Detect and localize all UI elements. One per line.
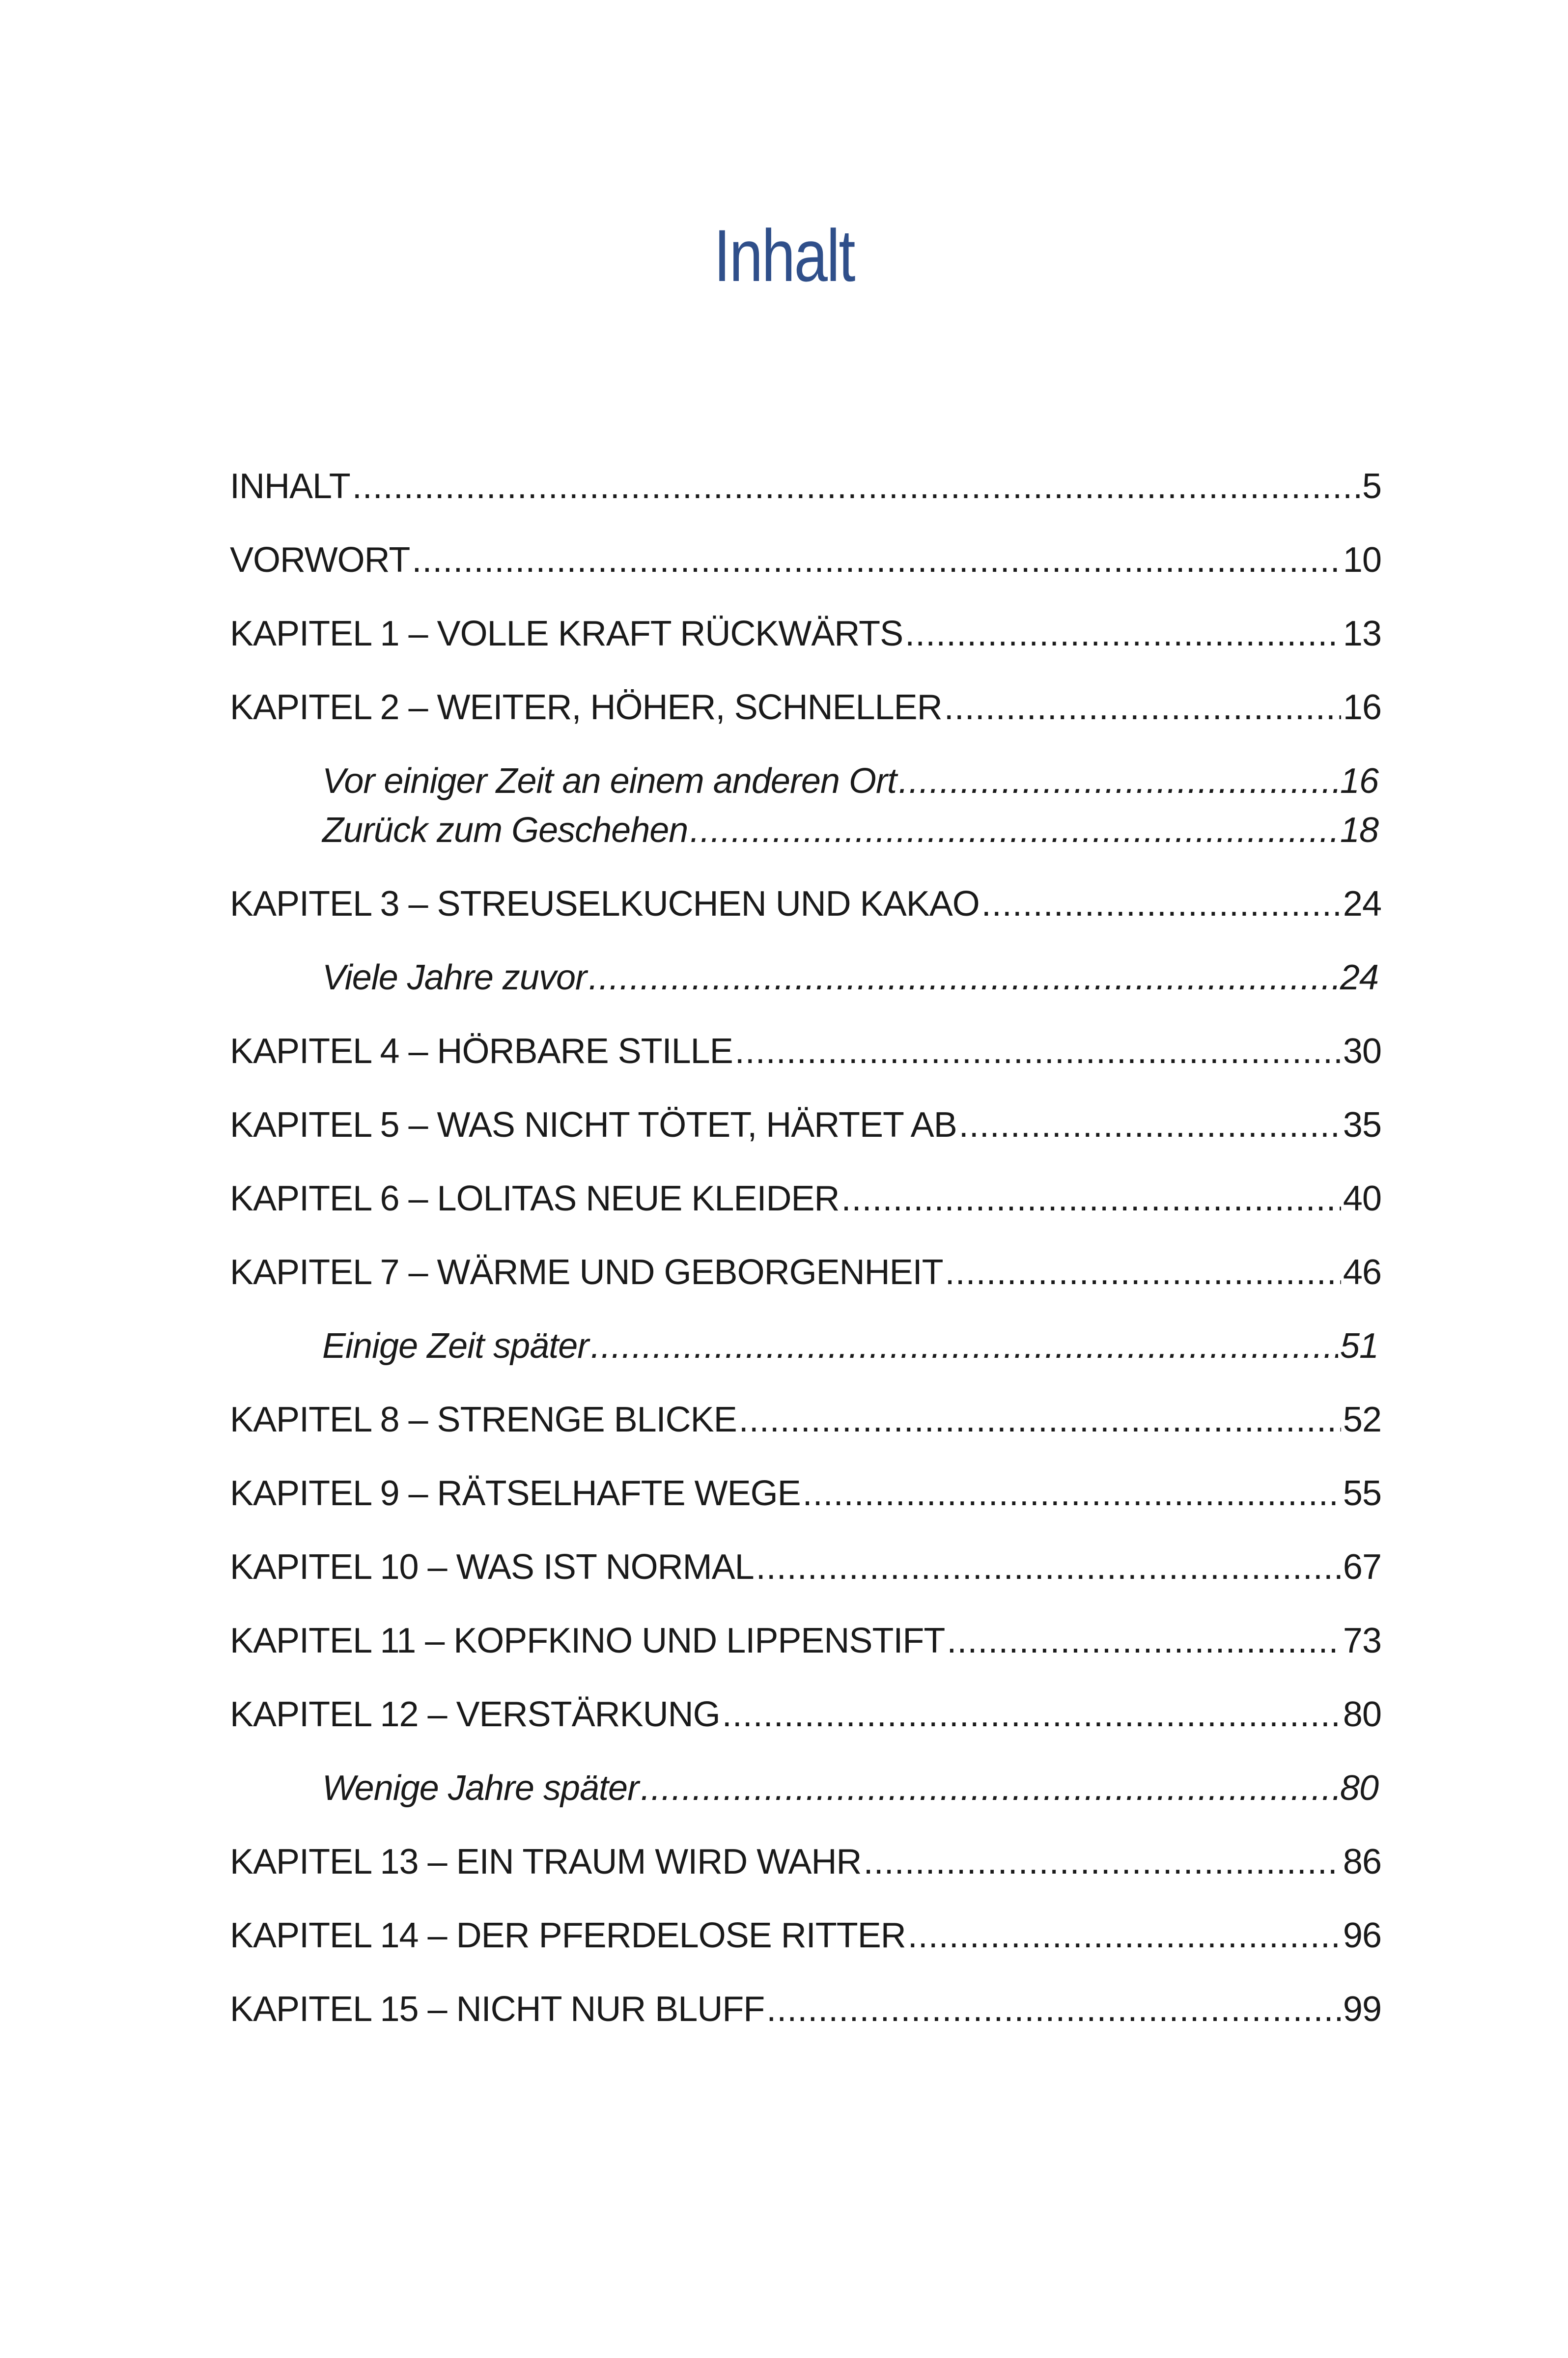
toc-entry-label: KAPITEL 6 – LOLITAS NEUE KLEIDER [230, 1179, 840, 1218]
dot-leader [945, 1248, 1341, 1297]
dot-leader [588, 953, 1338, 1002]
toc-entry-page: 18 [1340, 811, 1378, 850]
toc-entry-label: KAPITEL 8 – STRENGE BLICKE [230, 1400, 737, 1439]
toc-entry-page: 67 [1343, 1547, 1381, 1587]
toc-entry-page: 24 [1340, 958, 1378, 997]
toc-entry[interactable] [230, 1616, 1381, 1665]
toc-entry-label: KAPITEL 10 – WAS IST NORMAL [230, 1547, 754, 1587]
dot-leader [841, 1174, 1341, 1223]
toc-entry-page: 13 [1343, 614, 1381, 653]
toc-entry-label: KAPITEL 11 – KOPFKINO UND LIPPENSTIFT [230, 1621, 945, 1660]
toc-entry-page: 99 [1343, 1990, 1381, 2029]
toc-entry-page: 80 [1340, 1768, 1378, 1808]
dot-leader [739, 1395, 1341, 1444]
toc-entry-page: 73 [1343, 1621, 1381, 1660]
toc-entry[interactable] [230, 1027, 1381, 1076]
toc-entry-page: 16 [1340, 761, 1378, 801]
toc-entry[interactable] [230, 1690, 1381, 1739]
toc-entry-label: KAPITEL 2 – WEITER, HÖHER, SCHNELLER [230, 688, 942, 727]
toc-entry-label: KAPITEL 14 – DER PFERDELOSE RITTER [230, 1916, 906, 1955]
toc-entry-label: KAPITEL 1 – VOLLE KRAFT RÜCKWÄRTS [230, 614, 903, 653]
toc-entry-label: KAPITEL 3 – STREUSELKUCHEN UND KAKAO [230, 884, 980, 924]
toc-entry[interactable] [230, 879, 1381, 928]
toc-entry[interactable] [230, 1174, 1381, 1223]
toc-entry[interactable] [230, 1911, 1381, 1960]
dot-leader [898, 757, 1338, 806]
toc-entry[interactable] [230, 683, 1381, 732]
toc-entry-page: 24 [1343, 884, 1381, 924]
toc-entry-page: 30 [1343, 1032, 1381, 1071]
dot-leader [690, 806, 1338, 855]
page-title: Inhalt [713, 214, 855, 297]
dot-leader [641, 1764, 1338, 1813]
toc-subentry[interactable] [322, 806, 1378, 855]
toc-entry-page: 35 [1343, 1105, 1381, 1145]
toc-entry-page: 5 [1362, 467, 1381, 506]
toc-entry-label: Einige Zeit später [322, 1326, 589, 1366]
toc-entry-page: 10 [1343, 540, 1381, 580]
dot-leader [735, 1027, 1341, 1076]
toc-entry-page: 86 [1343, 1842, 1381, 1881]
toc-entry-label: Viele Jahre zuvor [322, 958, 587, 997]
toc-entry-label: KAPITEL 4 – HÖRBARE STILLE [230, 1032, 733, 1071]
toc-entry[interactable] [230, 462, 1381, 511]
dot-leader [756, 1543, 1341, 1592]
toc-entry-page: 16 [1343, 688, 1381, 727]
toc-subentry[interactable] [322, 1321, 1378, 1371]
toc-entry-page: 80 [1343, 1695, 1381, 1734]
toc-entry-label: VORWORT [230, 540, 410, 580]
dot-leader [947, 1616, 1341, 1665]
toc-entry[interactable] [230, 1837, 1381, 1886]
toc-entry[interactable] [230, 1248, 1381, 1297]
toc-entry-label: Wenige Jahre später [322, 1768, 639, 1808]
dot-leader [905, 609, 1341, 658]
toc-entry-label: Zurück zum Geschehen [322, 811, 688, 850]
toc-entry[interactable] [230, 1469, 1381, 1518]
toc-entry[interactable] [230, 535, 1381, 585]
toc-subentry[interactable] [322, 953, 1378, 1002]
dot-leader [908, 1911, 1341, 1960]
toc-entry-page: 51 [1340, 1326, 1378, 1366]
toc-entry-label: KAPITEL 7 – WÄRME UND GEBORGENHEIT [230, 1253, 943, 1292]
toc-entry-page: 40 [1343, 1179, 1381, 1218]
toc-entry[interactable] [230, 609, 1381, 658]
toc-entry[interactable] [230, 1100, 1381, 1150]
dot-leader [803, 1469, 1341, 1518]
toc-entry-label: Vor einiger Zeit an einem anderen Ort [322, 761, 896, 801]
dot-leader [766, 1985, 1341, 2034]
dot-leader [981, 879, 1341, 928]
toc-entry-page: 55 [1343, 1474, 1381, 1513]
toc-entry-label: KAPITEL 5 – WAS NICHT TÖTET, HÄRTET AB [230, 1105, 957, 1145]
dot-leader [959, 1100, 1341, 1150]
toc-entry-page: 52 [1343, 1400, 1381, 1439]
toc-entry-page: 46 [1343, 1253, 1381, 1292]
toc-subentry[interactable] [322, 757, 1378, 806]
toc-entry-label: KAPITEL 15 – NICHT NUR BLUFF [230, 1990, 765, 2029]
toc-entry-label: KAPITEL 12 – VERSTÄRKUNG [230, 1695, 720, 1734]
toc-entry[interactable] [230, 1985, 1381, 2034]
dot-leader [590, 1321, 1338, 1371]
toc-entry-label: KAPITEL 13 – EIN TRAUM WIRD WAHR [230, 1842, 862, 1881]
toc-entry[interactable] [230, 1395, 1381, 1444]
dot-leader [412, 535, 1341, 585]
dot-leader [352, 462, 1360, 511]
toc-entry[interactable] [230, 1543, 1381, 1592]
toc-entry-label: KAPITEL 9 – RÄTSELHAFTE WEGE [230, 1474, 801, 1513]
dot-leader [944, 683, 1341, 732]
toc-entry-page: 96 [1343, 1916, 1381, 1955]
dot-leader [864, 1837, 1341, 1886]
toc-subentry[interactable] [322, 1764, 1378, 1813]
toc-entry-label: INHALT [230, 467, 350, 506]
dot-leader [722, 1690, 1341, 1739]
